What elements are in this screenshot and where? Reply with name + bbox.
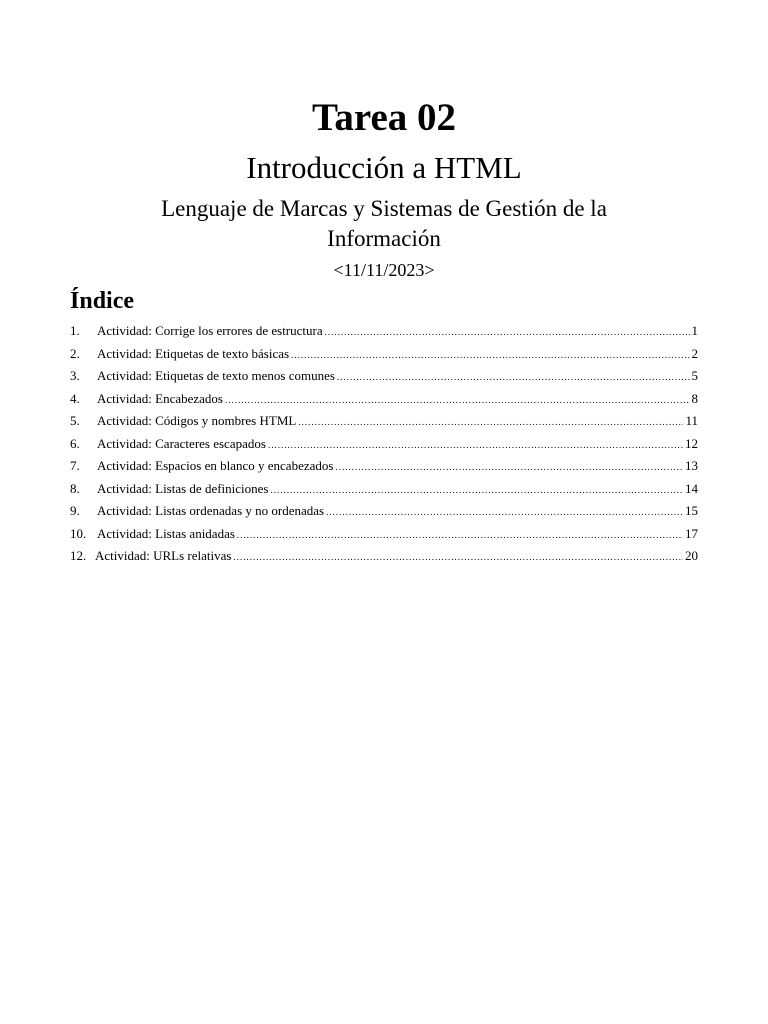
toc-entry-page: 1 — [691, 323, 698, 338]
toc-entry-number: 5. — [70, 413, 80, 428]
toc-entry[interactable] — [70, 388, 698, 411]
toc-entry[interactable] — [70, 433, 698, 456]
toc-entry-number: 2. — [70, 345, 80, 361]
toc-entry-title: Actividad: Caracteres escapados — [97, 435, 266, 451]
toc-entry-title: Actividad: Espacios en blanco y encabezados — [97, 458, 334, 473]
toc-dot-leader — [335, 456, 683, 479]
document-subtitle: Introducción a HTML — [246, 150, 522, 185]
toc-entry[interactable] — [70, 455, 698, 478]
toc-entry-number: 4. — [70, 390, 80, 406]
toc-dot-leader — [337, 366, 690, 389]
toc-entry-number: 3. — [70, 368, 80, 383]
toc-entry-page: 14 — [685, 480, 698, 496]
toc-entry-page: 2 — [691, 345, 698, 361]
document-date: <11/11/2023> — [333, 260, 435, 280]
toc-dot-leader — [225, 389, 690, 412]
toc-entry[interactable] — [70, 320, 698, 343]
toc-entry-page: 8 — [691, 390, 698, 406]
toc-entry-number: 7. — [70, 458, 80, 473]
toc-entry-number: 6. — [70, 435, 80, 451]
toc-entry-page: 12 — [685, 435, 698, 451]
document-title: Tarea 02 — [311, 96, 457, 139]
course-name-line-1: Lenguaje de Marcas y Sistemas de Gestión de la — [161, 196, 607, 221]
toc-dot-leader — [233, 546, 683, 569]
toc-dot-leader — [268, 434, 683, 457]
toc-entry-title: Actividad: Códigos y nombres HTML — [97, 413, 297, 428]
toc-heading: Índice — [70, 288, 135, 314]
toc-entry-title: Actividad: URLs relativas — [95, 548, 232, 563]
toc-entry-title: Actividad: Corrige los errores de estructura — [97, 323, 323, 338]
toc-entry-page: 20 — [685, 548, 698, 563]
toc-entry-number: 8. — [70, 480, 80, 496]
toc-entry-title: Actividad: Encabezados — [97, 390, 223, 406]
course-name — [100, 194, 668, 254]
toc-dot-leader — [291, 344, 689, 367]
toc-entry[interactable] — [70, 365, 698, 388]
toc-entry-page: 13 — [685, 458, 698, 473]
toc-dot-leader — [237, 524, 683, 547]
toc-entry-page: 15 — [685, 503, 698, 518]
toc-entry[interactable] — [70, 410, 698, 433]
toc-entry[interactable] — [70, 343, 698, 366]
toc-dot-leader — [326, 501, 683, 524]
toc-entry-number: 10. — [70, 525, 87, 541]
toc-dot-leader — [325, 321, 690, 344]
toc-entry-title: Actividad: Listas de definiciones — [97, 480, 269, 496]
toc-entry-title: Actividad: Listas anidadas — [97, 525, 235, 541]
course-name-line-2: Información — [327, 226, 441, 251]
toc-entry-page: 11 — [685, 413, 698, 428]
toc-entry-title: Actividad: Etiquetas de texto menos comunes — [97, 368, 335, 383]
toc-entry-page: 5 — [691, 368, 698, 383]
toc-dot-leader — [298, 411, 683, 434]
toc-entry[interactable] — [70, 523, 698, 546]
toc-entry-number: 9. — [70, 503, 80, 518]
toc-entry[interactable] — [70, 478, 698, 501]
toc-entry-number: 1. — [70, 323, 80, 338]
toc-entry-number: 12. — [70, 548, 87, 563]
toc-entry-title: Actividad: Listas ordenadas y no ordenadas — [97, 503, 325, 518]
toc-entry[interactable] — [70, 500, 698, 523]
toc-entry-page: 17 — [685, 525, 698, 541]
toc-entry-title: Actividad: Etiquetas de texto básicas — [97, 345, 290, 361]
table-of-contents — [70, 320, 698, 568]
toc-dot-leader — [270, 479, 683, 502]
toc-entry[interactable] — [70, 545, 698, 568]
